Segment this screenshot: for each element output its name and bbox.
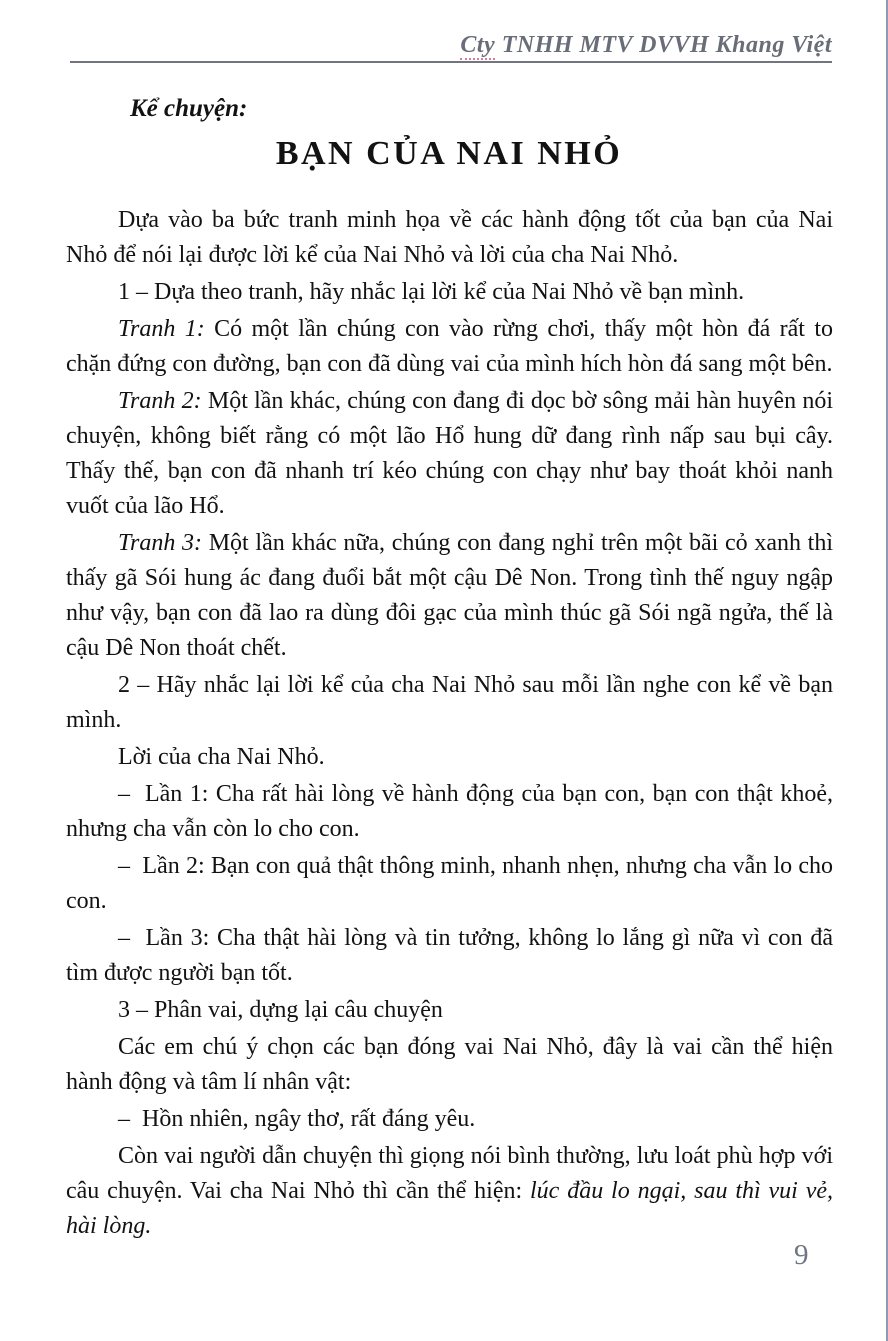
paragraph-run: Các em chú ý chọn các bạn đóng vai Nai Nhỏ, đây là vai cần thể hiện hành động và tâm lí nhân vật: [66,1034,833,1095]
paragraph [66,312,833,382]
paragraph [66,1030,833,1100]
paragraph-run: 2 – Hãy nhắc lại lời kể của cha Nai Nhỏ sau mỗi lần nghe con kể về bạn mình. [66,672,833,733]
publisher-name-prefix: Cty [460,32,496,58]
page-title: BẠN CỦA NAI NHỎ [275,135,623,172]
paragraph-run: 3 – Phân vai, dựng lại câu chuyện [118,997,443,1023]
paragraph-run-italic: Tranh 2: [118,388,208,414]
publisher-name [460,32,832,60]
paragraph [66,526,833,666]
paragraph-run-italic: Tranh 1: [118,316,215,342]
publisher-name-rest: TNHH MTV DVVH Khang Việt [495,32,832,58]
paragraph-run: – Lần 3: Cha thật hài lòng và tin tưởng, không lo lắng gì nữa vì con đã tìm được người bạn tốt. [66,925,833,986]
paragraph [66,668,833,738]
paragraph [66,384,833,524]
paragraph-run: – Lần 1: Cha rất hài lòng về hành động của bạn con, bạn con thật khoẻ, nhưng cha vẫn còn lo cho con. [66,781,833,842]
paragraph [66,275,833,310]
paragraph-run: Một lần khác, chúng con đang đi dọc bờ sông mải hàn huyên nói chuyện, không biết rằng có một lão Hổ hung dữ đang rình nấp sau bụi cây. Thấy thế, bạn con đã nhanh trí kéo chúng con chạy như bay thoát khỏi nanh vuốt của lão Hổ. [66,388,833,519]
paragraph-run: – Lần 2: Bạn con quả thật thông minh, nhanh nhẹn, nhưng cha vẫn lo cho con. [66,853,833,914]
lesson-type-label: Kể chuyện: [130,95,248,122]
paragraph [66,993,833,1028]
paragraph [66,849,833,919]
paragraph-run: Lời của cha Nai Nhỏ. [118,744,325,770]
paragraph-run: Một lần khác nữa, chúng con đang nghỉ trên một bãi cỏ xanh thì thấy gã Sói hung ác đang đuổi bắt một cậu Dê Non. Trong tình thế nguy ngập như vậy, bạn con đã lao ra dùng đôi gạc của mình thúc gã Sói ngã ngửa, thế là cậu Dê Non thoát chết. [66,530,834,661]
paragraph-run: Có một lần chúng con vào rừng chơi, thấy một hòn đá rất to chặn đứng con đường, bạn con đã dùng vai của mình hích hòn đá sang một bên. [66,316,834,377]
paragraph-run-italic: lúc đầu lo ngại, sau thì vui vẻ, hài lòng. [66,1178,833,1239]
paragraph-run: – Hồn nhiên, ngây thơ, rất đáng yêu. [118,1106,476,1132]
body-content [66,203,833,1244]
paragraph-run: 1 – Dựa theo tranh, hãy nhắc lại lời kể của Nai Nhỏ về bạn mình. [118,279,745,305]
paragraph [66,921,833,991]
paragraph-run-italic: Tranh 3: [118,530,209,556]
paragraph [66,203,833,273]
paragraph-run: Còn vai người dẫn chuyện thì giọng nói bình thường, lưu loát phù hợp với câu chuyện. Vai cha Nai Nhỏ thì cần thể hiện: [66,1143,833,1204]
page-header [70,0,832,63]
paragraph [66,777,833,847]
paragraph [66,740,833,775]
page-number: 9 [794,1239,809,1271]
paragraph [66,1139,833,1244]
paragraph-run: Dựa vào ba bức tranh minh họa về các hành động tốt của bạn của Nai Nhỏ để nói lại được lời kể của Nai Nhỏ và lời của cha Nai Nhỏ. [66,207,833,268]
paragraph [66,1102,833,1137]
